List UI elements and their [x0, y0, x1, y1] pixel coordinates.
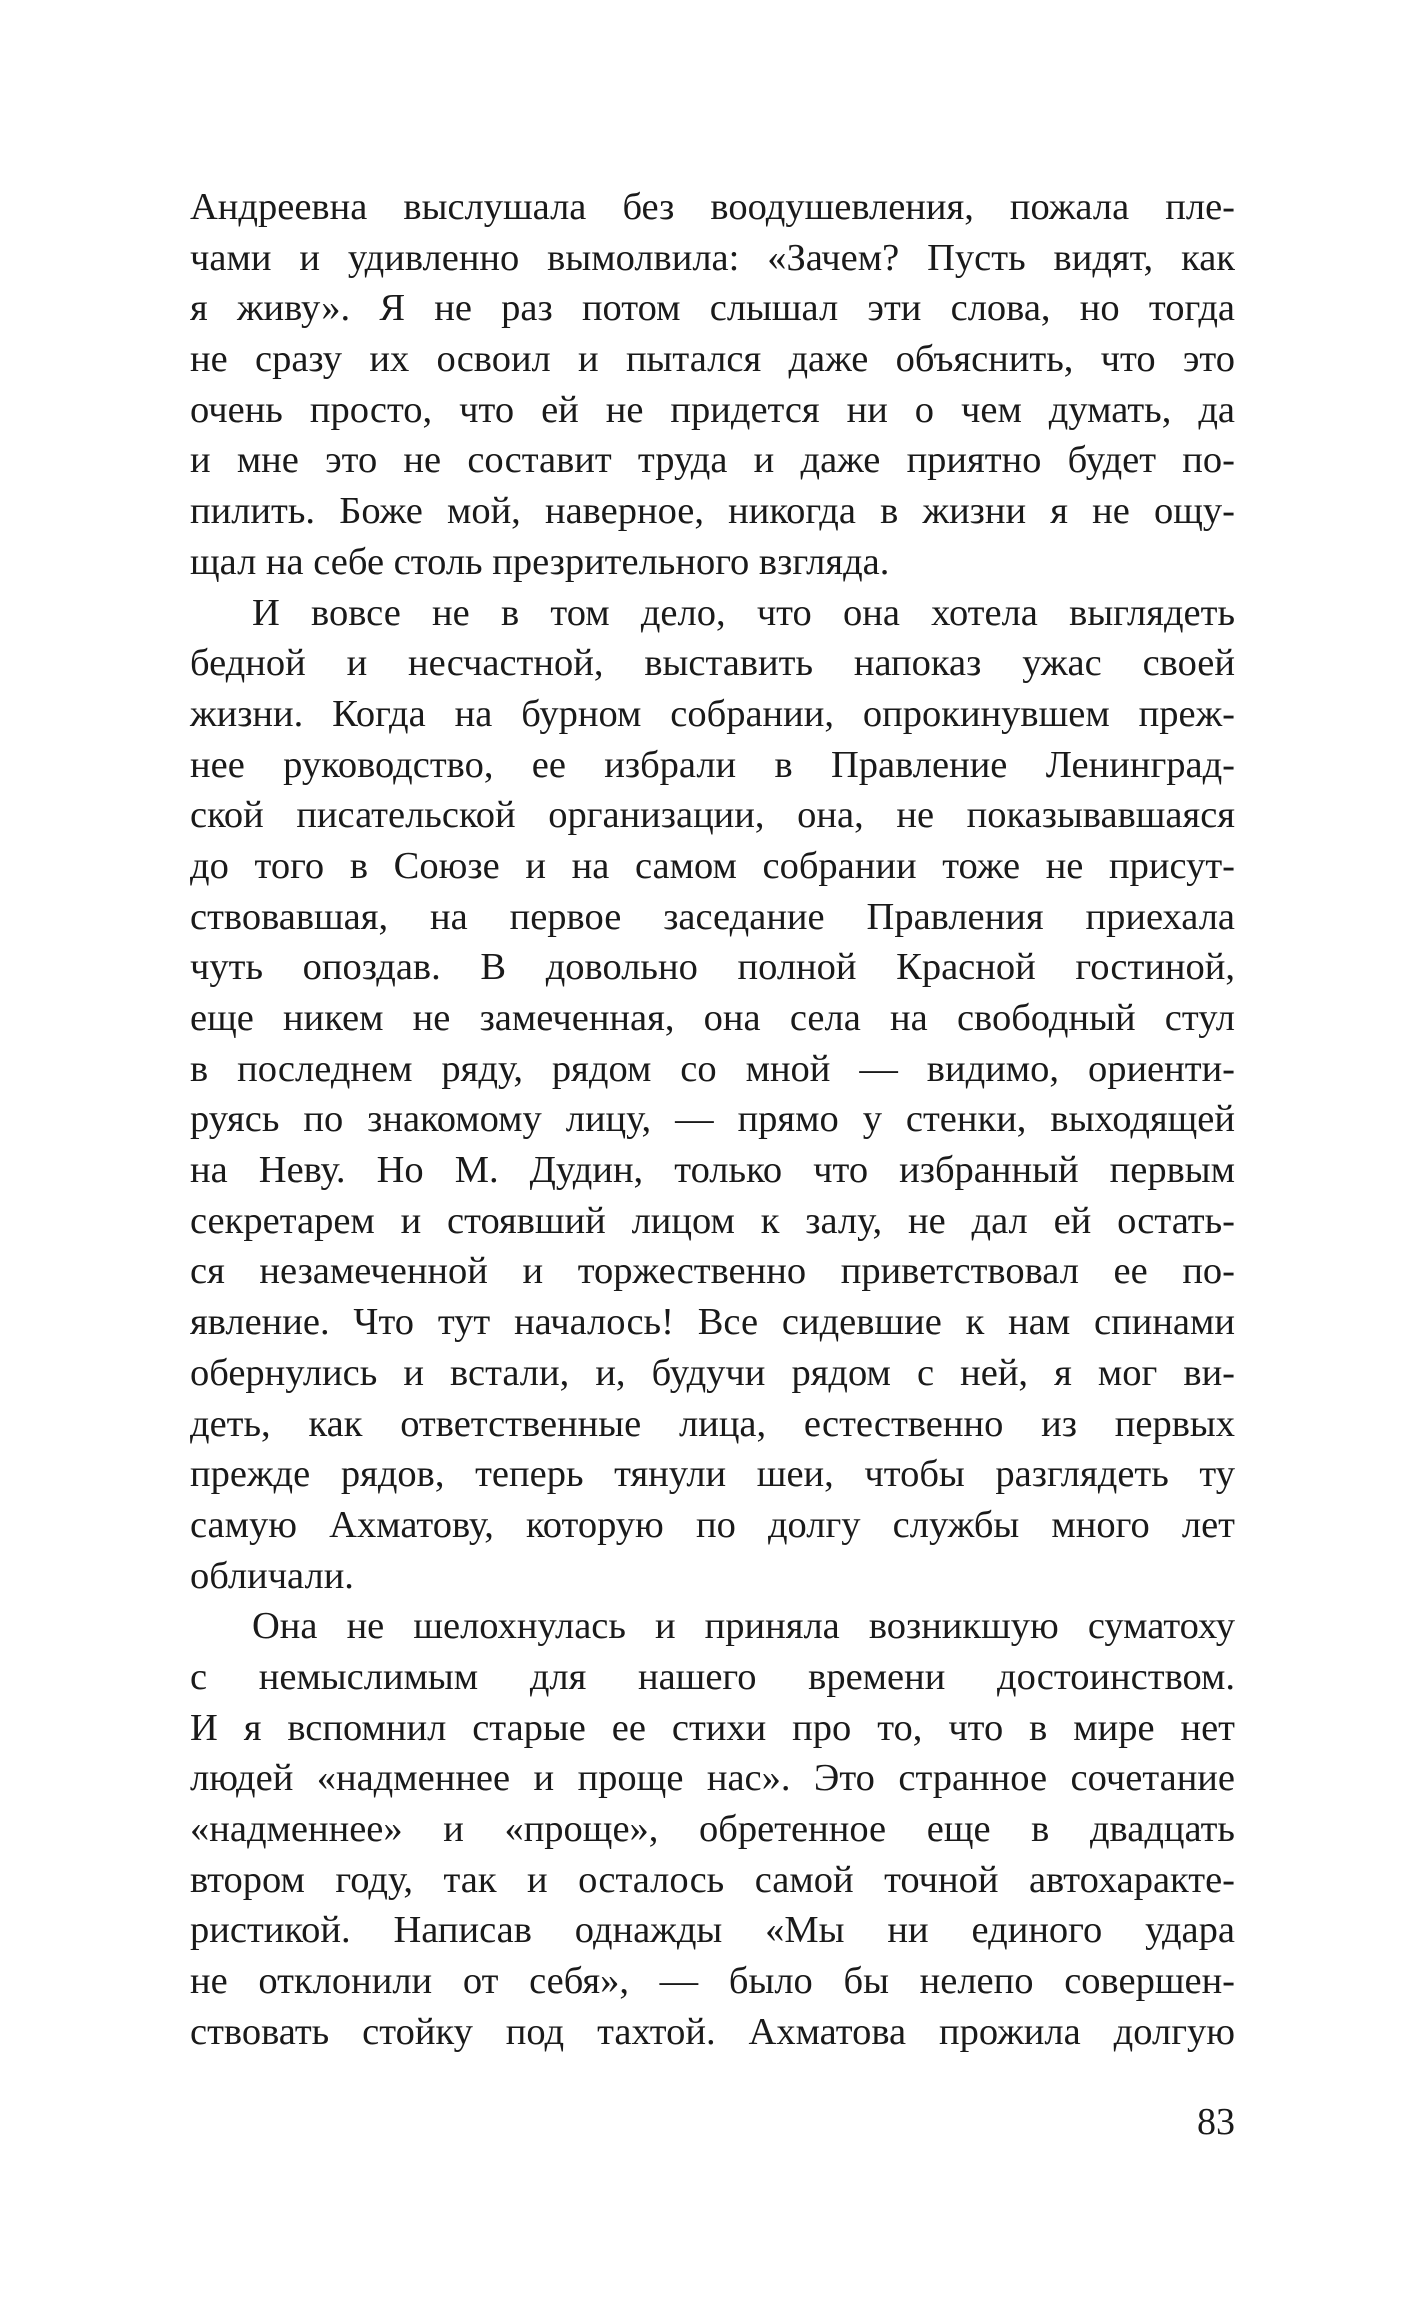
text-line: деть, как ответственные лица, естественно из первых: [190, 1402, 1235, 1445]
text-line: на Неву. Но М. Дудин, только что избранный первым: [190, 1149, 1235, 1192]
text-line: обернулись и встали, и, будучи рядом с ней, я мог ви-: [190, 1351, 1235, 1394]
text-line: нее руководство, ее избрали в Правление Ленинград-: [190, 743, 1235, 786]
text-line: обличали.: [190, 1554, 354, 1597]
text-line: очень просто, что ей не придется ни о чем думать, да: [190, 388, 1235, 431]
text-line: до того в Союзе и на самом собрании тоже не присут-: [190, 844, 1235, 887]
text-line: ствовать стойку под тахтой. Ахматова прожила долгую: [190, 2010, 1235, 2053]
text-line: и мне это не составит труда и даже приятно будет по-: [190, 439, 1235, 482]
text-line: в последнем ряду, рядом со мной — видимо, ориенти-: [190, 1047, 1235, 1090]
text-line: руясь по знакомому лицу, — прямо у стенки, выходящей: [190, 1098, 1235, 1141]
text-line: самую Ахматову, которую по долгу службы много лет: [190, 1503, 1235, 1546]
text-line: чами и удивленно вымолвила: «Зачем? Пусть видят, как: [190, 236, 1235, 279]
text-line: пилить. Боже мой, наверное, никогда в жизни я не ощу-: [190, 490, 1235, 533]
text-line: людей «надменнее и проще нас». Это странное сочетание: [190, 1757, 1235, 1800]
text-line: И я вспомнил старые ее стихи про то, что в мире нет: [190, 1706, 1235, 1749]
text-line: ствовавшая, на первое заседание Правления приехала: [190, 895, 1235, 938]
text-line: ской писательской организации, она, не показывавшаяся: [190, 794, 1235, 837]
text-line: щал на себе столь презрительного взгляда.: [190, 540, 890, 583]
page-number: 83: [1197, 2101, 1235, 2143]
text-line: бедной и несчастной, выставить напоказ ужас своей: [190, 642, 1235, 685]
body-text: [190, 182, 1235, 2057]
text-line: жизни. Когда на бурном собрании, опрокинувшем преж-: [190, 692, 1235, 735]
text-line: я живу». Я не раз потом слышал эти слова, но тогда: [190, 287, 1235, 330]
text-line: И вовсе не в том дело, что она хотела выглядеть: [252, 591, 1235, 634]
text-line: ристикой. Написав однажды «Мы ни единого удара: [190, 1909, 1235, 1952]
text-line: не сразу их освоил и пытался даже объяснить, что это: [190, 338, 1235, 381]
text-line: явление. Что тут началось! Все сидевшие к нам спинами: [190, 1301, 1235, 1344]
text-line: прежде рядов, теперь тянули шеи, чтобы разглядеть ту: [190, 1453, 1235, 1496]
text-line: «надменнее» и «проще», обретенное еще в двадцать: [190, 1808, 1235, 1850]
text-line: секретарем и стоявший лицом к залу, не дал ей остать-: [190, 1199, 1235, 1242]
text-line: не отклонили от себя», — было бы нелепо совершен-: [190, 1960, 1235, 2003]
text-line: втором году, так и осталось самой точной автохаракте-: [190, 1858, 1235, 1901]
text-line: Андреевна выслушала без воодушевления, пожала пле-: [190, 186, 1235, 228]
text-line: еще никем не замеченная, она села на свободный стул: [190, 997, 1235, 1039]
text-line: Она не шелохнулась и приняла возникшую суматоху: [252, 1605, 1235, 1648]
text-line: чуть опоздав. В довольно полной Красной гостиной,: [190, 946, 1235, 989]
text-line: ся незамеченной и торжественно приветствовал ее по-: [190, 1250, 1235, 1293]
text-line: с немыслимым для нашего времени достоинством.: [190, 1655, 1235, 1698]
